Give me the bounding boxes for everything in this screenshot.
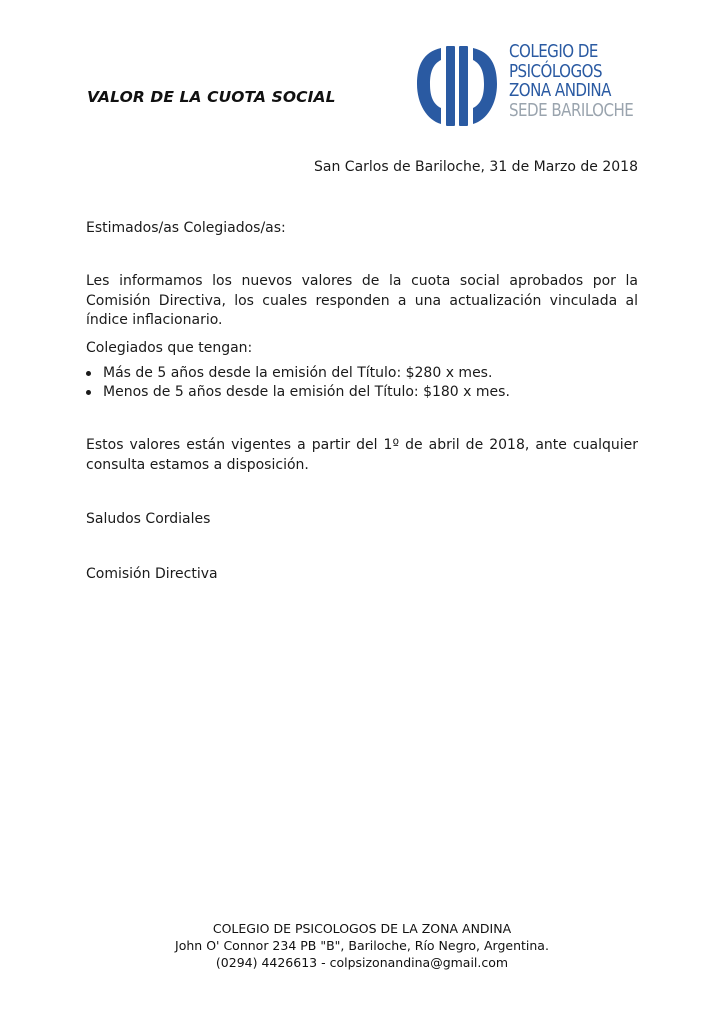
page-footer — [0, 920, 724, 971]
psi-symbol-icon — [415, 44, 501, 130]
intro-paragraph: Les informamos los nuevos valores de la cuota social aprobados por la Comisión Directiva, los cuales responden a una actualización vinculada al índice inflacionario. — [86, 273, 638, 328]
bullet-icon — [86, 371, 91, 376]
list-item-text: Menos de 5 años desde la emisión del Título: $180 x mes. — [103, 384, 510, 400]
closing-salutation: Saludos Cordiales — [86, 511, 211, 527]
logo-line-3: ZONA ANDINA — [509, 81, 611, 101]
footer-address: John O' Connor 234 PB "B", Bariloche, Río Negro, Argentina. — [175, 938, 549, 953]
validity-paragraph: Estos valores están vigentes a partir del 1º de abril de 2018, ante cualquier consulta estamos a disposición. — [86, 437, 638, 473]
footer-org-name: COLEGIO DE PSICOLOGOS DE LA ZONA ANDINA — [212, 921, 512, 936]
signature: Comisión Directiva — [86, 566, 218, 582]
logo-wordmark — [509, 44, 654, 122]
document-title: VALOR DE LA CUOTA SOCIAL — [87, 88, 336, 106]
list-item — [86, 383, 638, 402]
logo-subline: SEDE BARILOCHE — [509, 100, 634, 121]
fee-list — [86, 364, 638, 402]
footer-contact: (0294) 4426613 - colpsizonandina@gmail.com — [215, 955, 509, 970]
list-item-text: Más de 5 años desde la emisión del Título: $280 x mes. — [103, 365, 493, 381]
logo-line-1: COLEGIO DE — [509, 42, 598, 62]
list-item — [86, 364, 638, 383]
bullets-lead: Colegiados que tengan: — [86, 340, 253, 356]
logo-line-2: PSICÓLOGOS — [509, 61, 603, 82]
greeting: Estimados/as Colegiados/as: — [86, 220, 286, 236]
date-line: San Carlos de Bariloche, 31 de Marzo de 2018 — [314, 159, 638, 175]
college-logo — [415, 44, 635, 130]
bullet-icon — [86, 390, 91, 395]
